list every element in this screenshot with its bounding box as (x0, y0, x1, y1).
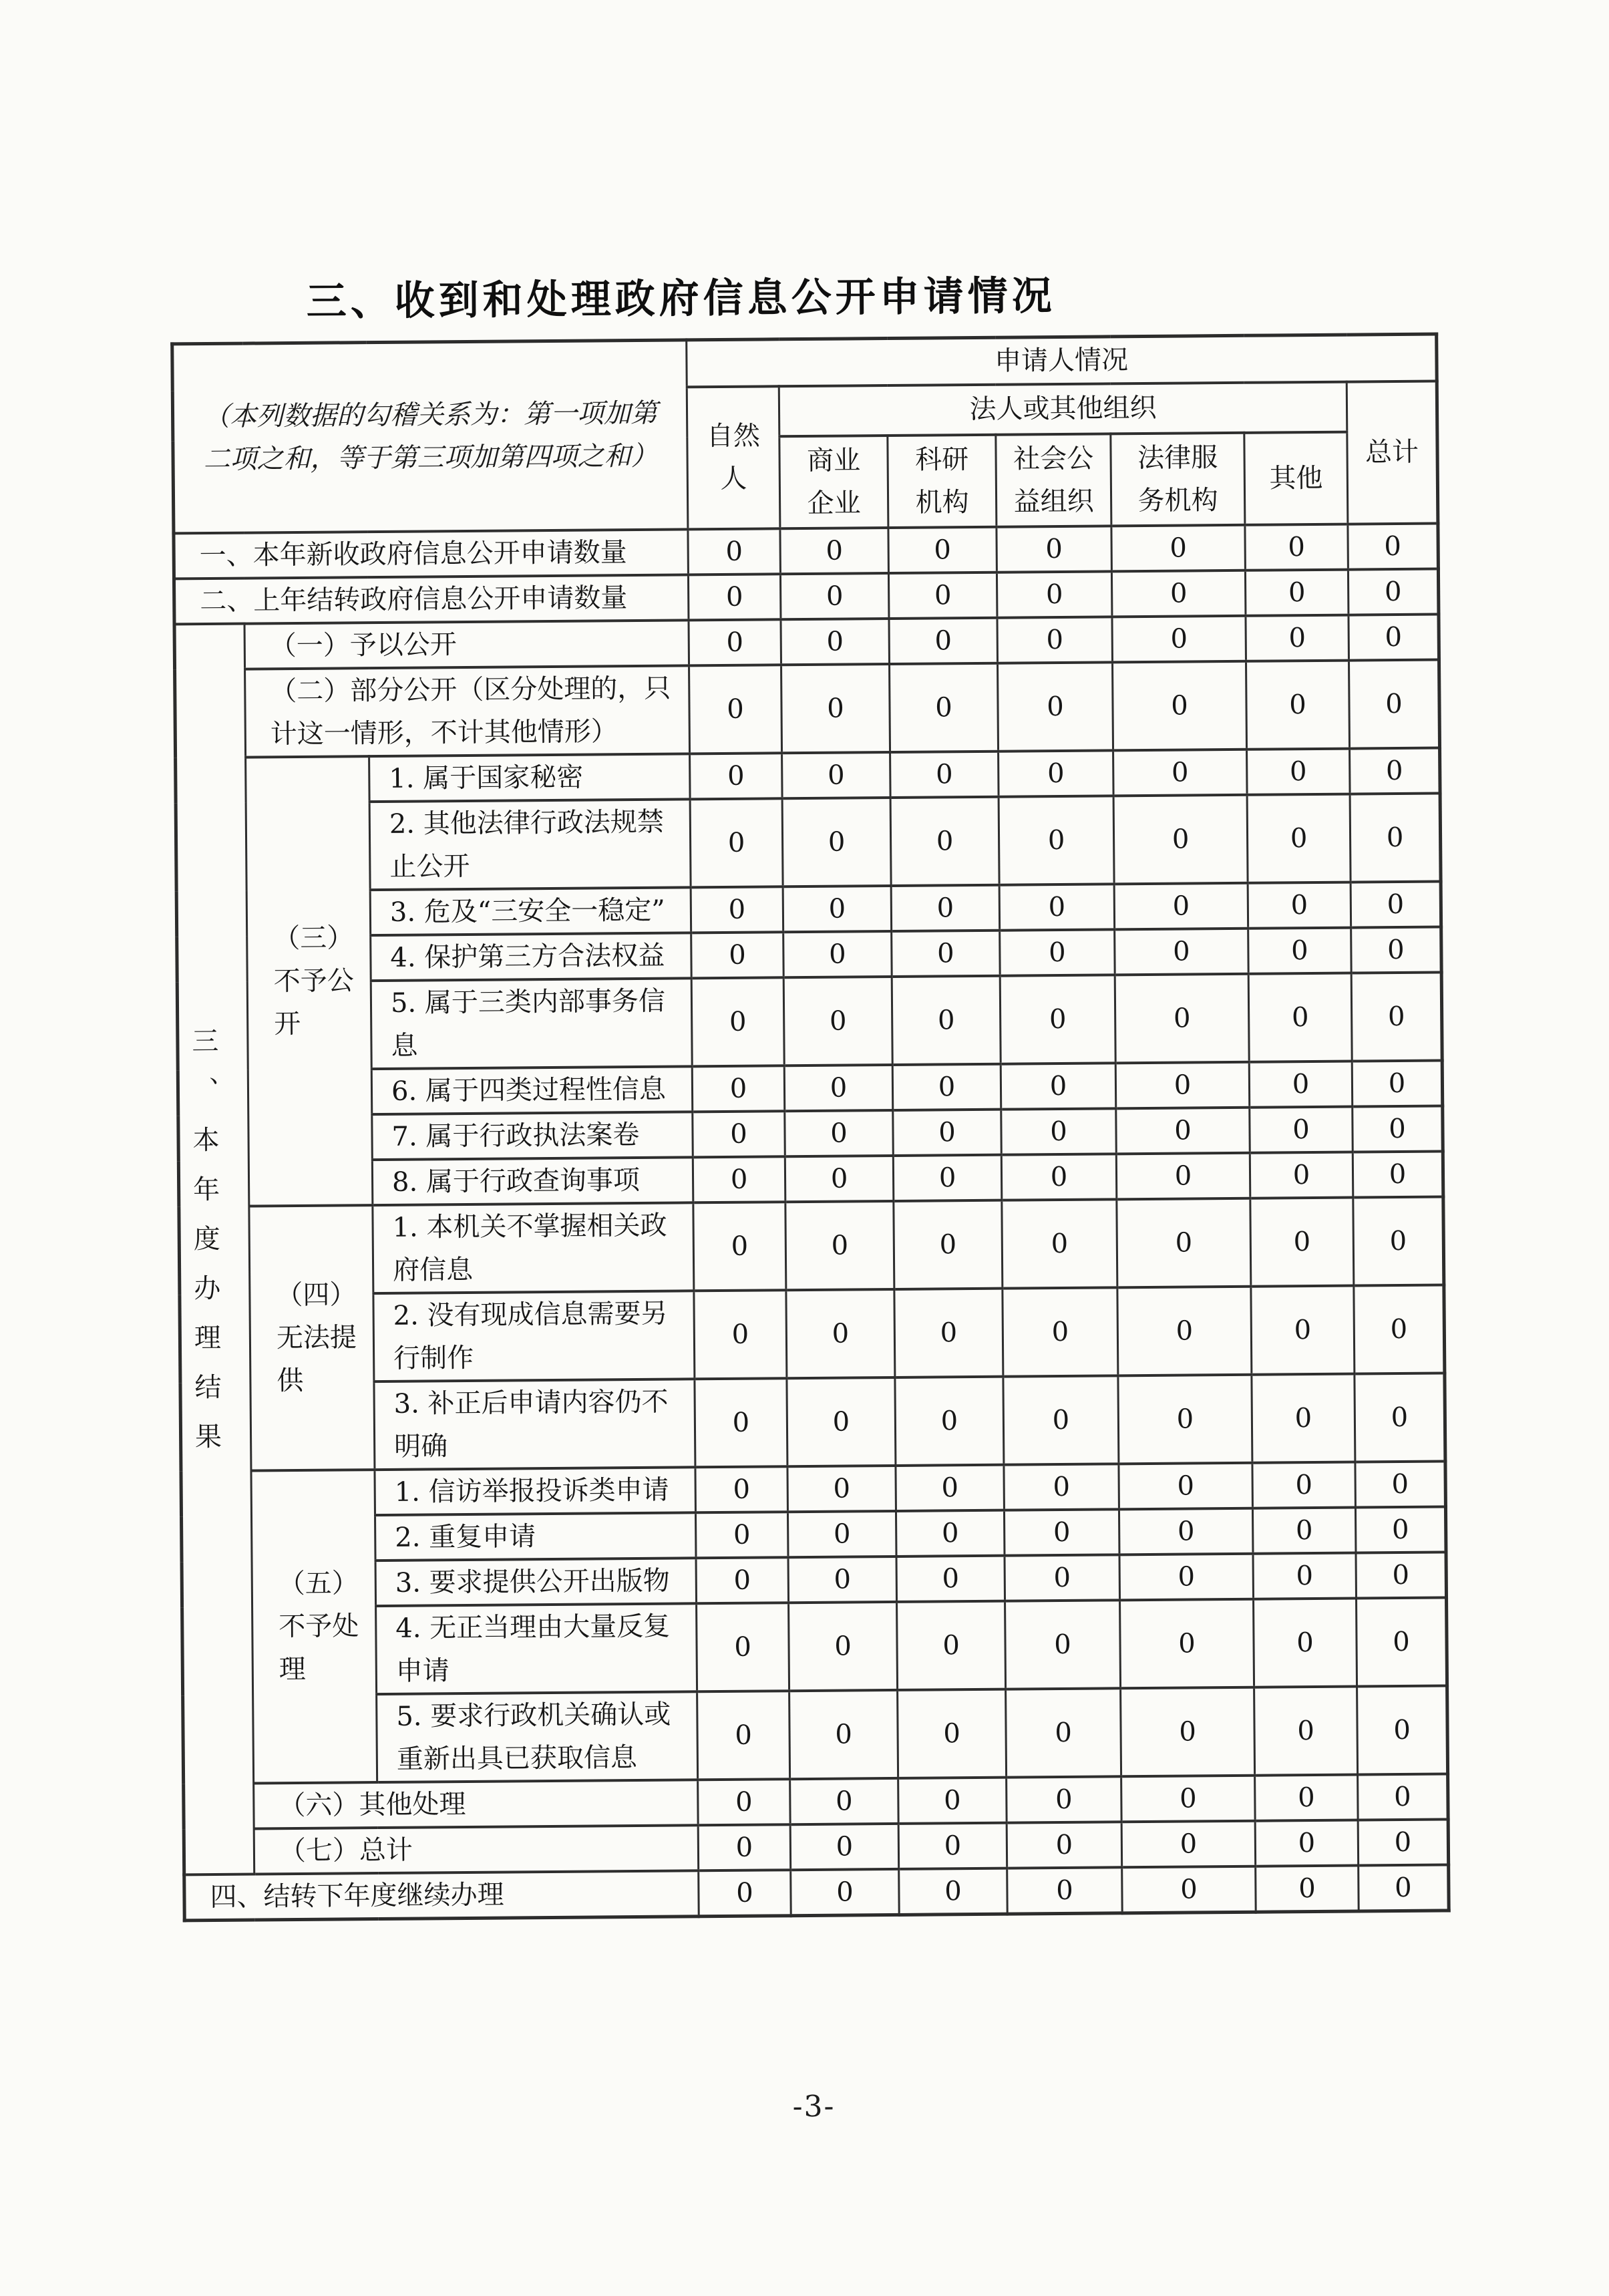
value-cell: 0 (791, 1868, 900, 1915)
row-label: 6. 属于四类过程性信息 (371, 1066, 693, 1114)
value-cell: 0 (892, 1063, 1001, 1110)
value-cell: 0 (890, 663, 999, 752)
value-cell: 0 (1349, 614, 1439, 660)
value-cell: 0 (893, 1154, 1002, 1200)
value-cell: 0 (1122, 1866, 1256, 1913)
value-cell: 0 (784, 1064, 893, 1110)
value-cell: 0 (698, 1824, 791, 1870)
value-cell: 0 (888, 526, 997, 572)
table-row (184, 1864, 1449, 1920)
header-org-type: 其他 (1244, 432, 1348, 524)
value-cell: 0 (1357, 1685, 1448, 1774)
value-cell: 0 (891, 884, 1000, 931)
value-cell: 0 (895, 1376, 1004, 1465)
value-cell: 0 (783, 931, 892, 977)
value-cell: 0 (1111, 524, 1246, 571)
value-cell: 0 (898, 1822, 1007, 1868)
value-cell: 0 (1117, 1198, 1251, 1287)
value-cell: 0 (1115, 973, 1249, 1063)
value-cell: 0 (785, 1110, 894, 1156)
value-cell: 0 (1355, 1461, 1446, 1507)
value-cell: 0 (785, 1200, 894, 1289)
row-label: 1. 信访举报投诉类申请 (375, 1467, 696, 1515)
value-cell: 0 (783, 885, 892, 931)
value-cell: 0 (896, 1510, 1005, 1556)
value-cell: 0 (1119, 1462, 1253, 1509)
value-cell: 0 (1119, 1553, 1254, 1600)
value-cell: 0 (1255, 1820, 1359, 1866)
value-cell: 0 (781, 618, 890, 664)
value-cell: 0 (691, 886, 783, 933)
row-label: 5. 要求行政机关确认或重新出具已获取信息 (377, 1691, 698, 1782)
value-cell: 0 (1002, 1199, 1117, 1288)
value-cell: 0 (1117, 1286, 1252, 1375)
value-cell: 0 (1116, 1107, 1250, 1154)
value-cell: 0 (693, 1202, 786, 1291)
value-cell: 0 (697, 1603, 789, 1691)
value-cell: 0 (897, 1601, 1006, 1689)
value-cell: 0 (1353, 1196, 1444, 1285)
value-cell: 0 (1253, 1552, 1357, 1599)
value-cell: 0 (694, 1290, 787, 1379)
value-cell: 0 (1249, 1061, 1353, 1107)
value-cell: 0 (1248, 927, 1352, 973)
header-legal-org-group: 法人或其他组织 (779, 381, 1347, 436)
value-cell: 0 (1353, 1151, 1443, 1197)
page-number: -3- (792, 2089, 836, 2124)
value-cell: 0 (692, 1065, 785, 1112)
value-cell: 0 (787, 1465, 896, 1511)
value-cell: 0 (1000, 929, 1115, 975)
header-applicant-status: 申请人情况 (687, 334, 1437, 387)
page-title: 三、收到和处理政府信息公开申请情况 (306, 273, 1056, 325)
value-cell: 0 (1001, 1154, 1117, 1200)
value-cell: 0 (780, 527, 889, 573)
value-cell: 0 (1358, 1774, 1449, 1820)
value-cell: 0 (690, 753, 783, 799)
value-cell: 0 (1355, 1373, 1445, 1462)
value-cell: 0 (1348, 523, 1439, 569)
value-cell: 0 (690, 798, 783, 887)
value-cell: 0 (1007, 1822, 1122, 1868)
value-cell: 0 (688, 528, 781, 575)
value-cell: 0 (693, 1156, 785, 1202)
value-cell: 0 (1351, 881, 1441, 927)
report-table (170, 333, 1451, 1922)
row-label: 4. 保护第三方合法权益 (371, 933, 692, 981)
value-cell: 0 (787, 1377, 896, 1466)
row-label: 1. 本机关不掌握相关政府信息 (373, 1202, 694, 1293)
value-cell: 0 (1115, 1061, 1250, 1108)
row-label: 四、结转下年度继续办理 (184, 1870, 699, 1921)
row-label: （六）其他处理 (254, 1780, 699, 1828)
value-cell: 0 (1246, 660, 1350, 749)
value-cell: 0 (1247, 794, 1351, 882)
value-cell: 0 (691, 932, 784, 978)
value-cell: 0 (695, 1466, 788, 1512)
value-cell: 0 (1001, 1063, 1116, 1109)
row-label: 1. 属于国家秘密 (369, 754, 691, 802)
value-cell: 0 (781, 663, 890, 752)
value-cell: 0 (1350, 748, 1441, 794)
group-label: （四）无法提供 (249, 1205, 375, 1470)
value-cell: 0 (1352, 1060, 1443, 1106)
value-cell: 0 (1001, 1108, 1117, 1154)
value-cell: 0 (689, 665, 782, 754)
value-cell: 0 (893, 1109, 1002, 1155)
value-cell: 0 (1113, 749, 1248, 796)
value-cell: 0 (1005, 1554, 1120, 1601)
header-natural-person: 自然人 (687, 386, 780, 529)
value-cell: 0 (1248, 882, 1351, 928)
header-org-type: 科研机构 (888, 434, 997, 527)
value-cell: 0 (1348, 568, 1439, 615)
value-cell: 0 (786, 1289, 895, 1377)
row-label: （一）予以公开 (244, 620, 689, 669)
header-total: 总计 (1347, 381, 1438, 524)
value-cell: 0 (1349, 659, 1440, 748)
value-cell: 0 (695, 1512, 788, 1558)
value-cell: 0 (999, 884, 1115, 930)
row-label: 2. 其他法律行政法规禁止公开 (369, 799, 691, 890)
value-cell: 0 (890, 796, 999, 885)
value-cell: 0 (787, 1510, 896, 1556)
value-cell: 0 (1358, 1819, 1449, 1865)
header-org-type: 法律服务机构 (1111, 432, 1245, 526)
value-cell: 0 (1004, 1509, 1119, 1555)
value-cell: 0 (1354, 1285, 1445, 1373)
row-label: （二）部分公开（区分处理的，只计这一情形，不计其他情形） (245, 665, 690, 757)
value-cell: 0 (1112, 615, 1246, 662)
value-cell: 0 (892, 930, 1001, 976)
row-label: 2. 重复申请 (375, 1512, 696, 1561)
value-cell: 0 (697, 1691, 790, 1780)
value-cell: 0 (1355, 1506, 1446, 1552)
value-cell: 0 (782, 797, 891, 886)
row-label: 3. 补正后申请内容仍不明确 (374, 1379, 695, 1470)
value-cell: 0 (1111, 570, 1246, 617)
value-cell: 0 (789, 1689, 898, 1778)
row-label: （七）总计 (254, 1825, 699, 1874)
value-cell: 0 (788, 1556, 897, 1602)
value-cell: 0 (698, 1779, 791, 1825)
value-cell: 0 (1255, 1774, 1359, 1820)
value-cell: 0 (1250, 1152, 1353, 1198)
value-cell: 0 (1121, 1775, 1256, 1822)
value-cell: 0 (892, 975, 1001, 1064)
value-cell: 0 (898, 1777, 1007, 1823)
value-cell: 0 (1252, 1462, 1356, 1508)
value-cell: 0 (695, 1378, 787, 1467)
table-row (179, 1196, 1444, 1295)
value-cell: 0 (1251, 1285, 1355, 1374)
value-cell: 0 (782, 752, 891, 798)
value-cell: 0 (1250, 1197, 1354, 1286)
value-cell: 0 (1113, 794, 1248, 884)
table-row (175, 659, 1440, 758)
row-label: 2. 没有现成信息需要另行制作 (373, 1291, 695, 1381)
header-org-type: 社会公益组织 (996, 434, 1111, 526)
value-cell: 0 (896, 1464, 1005, 1510)
value-cell: 0 (999, 796, 1114, 884)
row-label: 8. 属于行政查询事项 (372, 1157, 693, 1205)
value-cell: 0 (1350, 793, 1441, 882)
value-cell: 0 (899, 1868, 1008, 1915)
value-cell: 0 (699, 1870, 791, 1917)
value-cell: 0 (1256, 1865, 1359, 1912)
value-cell: 0 (894, 1288, 1003, 1377)
value-cell: 0 (696, 1557, 789, 1603)
value-cell: 0 (1115, 928, 1249, 975)
value-cell: 0 (1248, 973, 1352, 1061)
value-cell: 0 (1245, 524, 1349, 570)
value-cell: 0 (789, 1601, 898, 1690)
table-note: （本列数据的勾稽关系为：第一项加第二项之和，等于第三项加第四项之和） (172, 340, 688, 533)
value-cell: 0 (1252, 1507, 1356, 1553)
value-cell: 0 (783, 976, 892, 1065)
annual-results-vertical-label: 三、本年度办理结果 (174, 623, 254, 1874)
group-label: （五）不予处理 (251, 1470, 377, 1783)
value-cell: 0 (889, 617, 998, 663)
row-label: 7. 属于行政执法案卷 (372, 1112, 693, 1160)
value-cell: 0 (785, 1155, 894, 1201)
row-label: 3. 危及“三安全一稳定” (370, 887, 691, 935)
value-cell: 0 (896, 1555, 1005, 1601)
row-label: 二、上年结转政府信息公开申请数量 (174, 575, 689, 624)
value-cell: 0 (1357, 1597, 1447, 1686)
value-cell: 0 (1000, 975, 1115, 1063)
value-cell: 0 (1254, 1686, 1358, 1775)
value-cell: 0 (1351, 972, 1442, 1061)
value-cell: 0 (1356, 1552, 1447, 1598)
value-cell: 0 (1003, 1375, 1119, 1464)
group-label: （三）不予公开 (246, 756, 373, 1206)
value-cell: 0 (1353, 1106, 1443, 1152)
value-cell: 0 (890, 751, 999, 797)
value-cell: 0 (1118, 1374, 1252, 1464)
value-cell: 0 (1007, 1776, 1122, 1822)
value-cell: 0 (1004, 1464, 1119, 1510)
value-cell: 0 (1247, 748, 1351, 794)
value-cell: 0 (1252, 1373, 1355, 1462)
value-cell: 0 (1250, 1106, 1353, 1152)
value-cell: 0 (693, 1111, 785, 1157)
value-cell: 0 (1351, 927, 1442, 973)
value-cell: 0 (1254, 1598, 1357, 1687)
value-cell: 0 (1359, 1864, 1449, 1911)
value-cell: 0 (1005, 1600, 1121, 1689)
value-cell: 0 (689, 619, 781, 665)
value-cell: 0 (1007, 1867, 1123, 1914)
row-label: 4. 无正当理由大量反复申请 (376, 1603, 697, 1694)
value-cell: 0 (894, 1200, 1003, 1289)
header-org-type: 商业企业 (779, 436, 888, 528)
value-cell: 0 (998, 662, 1113, 751)
value-cell: 0 (1120, 1599, 1254, 1688)
value-cell: 0 (997, 526, 1112, 572)
value-cell: 0 (1121, 1687, 1255, 1776)
value-cell: 0 (1006, 1688, 1121, 1777)
value-cell: 0 (1119, 1508, 1253, 1554)
value-cell: 0 (688, 574, 781, 620)
value-cell: 0 (790, 1823, 899, 1869)
value-cell: 0 (1246, 615, 1349, 661)
value-cell: 0 (691, 977, 784, 1066)
value-cell: 0 (780, 572, 889, 619)
value-cell: 0 (1245, 569, 1349, 615)
row-label: 5. 属于三类内部事务信息 (371, 978, 692, 1069)
value-cell: 0 (1003, 1287, 1118, 1376)
value-cell: 0 (1116, 1152, 1250, 1199)
row-label: 一、本年新收政府信息公开申请数量 (174, 529, 689, 579)
value-cell: 0 (997, 617, 1113, 663)
value-cell: 0 (1113, 661, 1247, 750)
row-label: 3. 要求提供公开出版物 (375, 1558, 697, 1606)
value-cell: 0 (1114, 882, 1248, 929)
value-cell: 0 (888, 572, 997, 618)
value-cell: 0 (1121, 1820, 1256, 1867)
value-cell: 0 (790, 1778, 899, 1824)
value-cell: 0 (999, 750, 1114, 796)
value-cell: 0 (898, 1689, 1007, 1778)
value-cell: 0 (997, 571, 1112, 617)
